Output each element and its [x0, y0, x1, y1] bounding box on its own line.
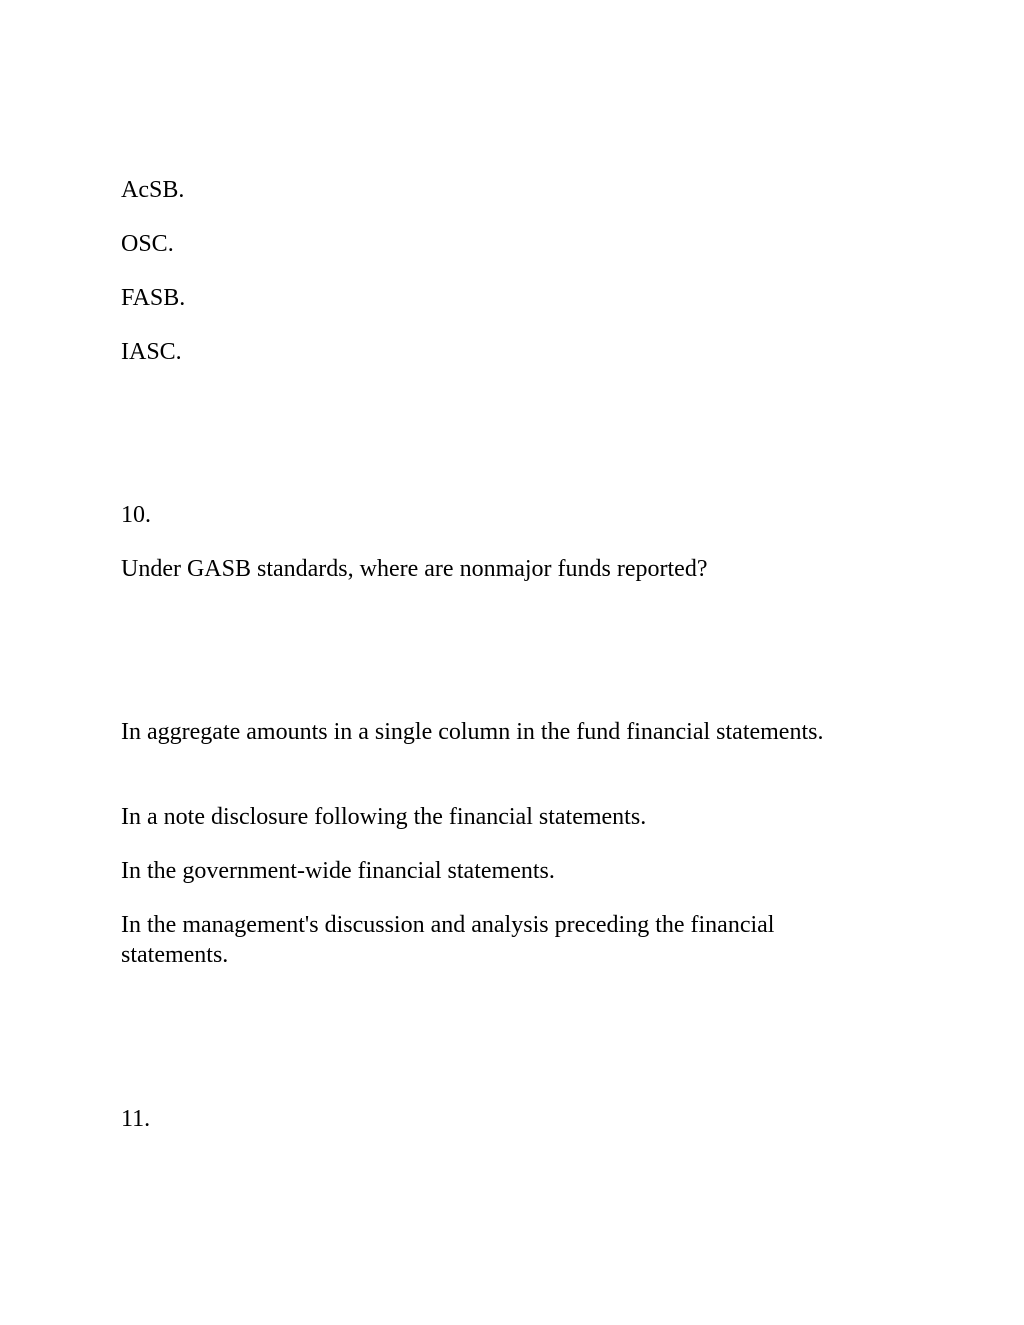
answer-option: In the management's discussion and analysis preceding the financial statements.	[121, 912, 775, 968]
question-number: 10.	[121, 502, 151, 528]
answer-option: IASC.	[121, 339, 182, 365]
question-text: Under GASB standards, where are nonmajor funds reported?	[121, 556, 708, 582]
question-number: 11.	[121, 1106, 151, 1132]
answer-option: In aggregate amounts in a single column in the fund financial statements.	[121, 719, 824, 745]
answer-option: FASB.	[121, 285, 186, 311]
answer-option: OSC.	[121, 231, 174, 257]
answer-option: AcSB.	[121, 177, 185, 203]
answer-option: In a note disclosure following the financial statements.	[121, 804, 647, 830]
answer-option: In the government-wide financial statements.	[121, 858, 555, 884]
